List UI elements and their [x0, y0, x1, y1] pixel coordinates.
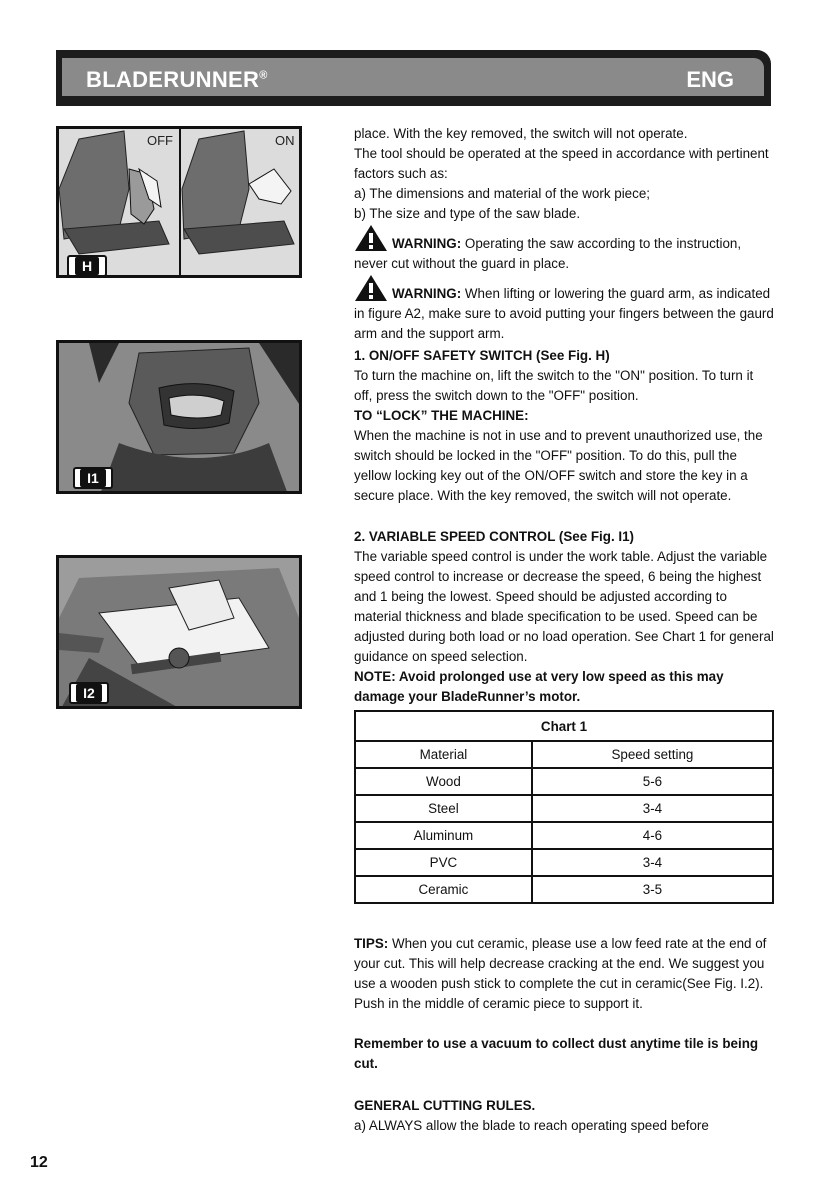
chart-title: Chart 1 [355, 711, 773, 741]
figure-i2-tag: I2 [69, 682, 109, 704]
speed-cell: 3-4 [532, 795, 773, 822]
material-cell: Aluminum [355, 822, 532, 849]
material-cell: Wood [355, 768, 532, 795]
figure-h [56, 126, 302, 278]
language-code: ENG [686, 67, 734, 92]
column-header-speed: Speed setting [532, 741, 773, 768]
factor-b: b) The size and type of the saw blade. [354, 206, 581, 221]
section-2 [354, 527, 774, 707]
intro-line-2: The tool should be operated at the speed in accordance with pertinent factors such as: [354, 146, 769, 181]
table-row [355, 795, 773, 822]
figure-i2 [56, 555, 302, 709]
figure-h-off-label: OFF [147, 133, 173, 148]
lock-heading: TO “LOCK” THE MACHINE: [354, 408, 529, 423]
page-number: 12 [30, 1154, 48, 1171]
section-1-heading: 1. ON/OFF SAFETY SWITCH (See Fig. H) [354, 348, 610, 363]
material-cell: PVC [355, 849, 532, 876]
tips: TIPS: When you cut ceramic, please use a low feed rate at the end of your cut. This will help decrease cracking at the end. We suggest you use a wooden push stick to complete the cut in ceramic(See Fig. I.2). Push in the middle of ceramic piece to support it. [354, 936, 767, 1011]
warning-triangle-icon [354, 274, 388, 302]
speed-cell: 5-6 [532, 768, 773, 795]
rules-block [354, 1096, 774, 1136]
column-header-material: Material [355, 741, 532, 768]
intro-line-1: place. With the key removed, the switch will not operate. [354, 126, 688, 141]
note: NOTE: Avoid prolonged use at very low speed as this may damage your BladeRunner’s motor. [354, 669, 724, 704]
table-row [355, 849, 773, 876]
lock-body: When the machine is not in use and to prevent unauthorized use, the switch should be locked in the "OFF" position. To do this, pull the yellow locking key out of the ON/OFF switch and store the key in a secure place. With the key removed, the switch will not operate. [354, 428, 763, 503]
header-banner [56, 50, 771, 106]
intro-block [354, 124, 774, 344]
tips-block [354, 934, 774, 1014]
speed-cell: 3-4 [532, 849, 773, 876]
section-2-body: The variable speed control is under the work table. Adjust the variable speed control to increase or decrease the speed, 6 being the highest and 1 being the lowest. Speed should be adjusted according to material thickness and blade specification to be used. Speed can be adjusted during both load or no load operation. See Chart 1 for general guidance on speed selection. [354, 549, 774, 664]
table-row [355, 822, 773, 849]
rules-heading: GENERAL CUTTING RULES. [354, 1098, 536, 1113]
figure-i1 [56, 340, 302, 494]
table-row [355, 768, 773, 795]
warning-2: WARNING: When lifting or lowering the guard arm, as indicated in figure A2, make sure to avoid putting your fingers between the gaurd arm and the support arm. [354, 274, 774, 344]
section-2-heading: 2. VARIABLE SPEED CONTROL (See Fig. I1) [354, 529, 635, 544]
section-1 [354, 346, 774, 506]
figure-i1-tag: I1 [73, 467, 113, 489]
rule-a: a) ALWAYS allow the blade to reach operating speed before [354, 1118, 709, 1133]
speed-cell: 4-6 [532, 822, 773, 849]
vacuum-reminder: Remember to use a vacuum to collect dust anytime tile is being cut. [354, 1036, 759, 1071]
factor-a: a) The dimensions and material of the work piece; [354, 186, 650, 201]
figure-h-tag: H [67, 255, 107, 277]
section-1-body: To turn the machine on, lift the switch to the "ON" position. To turn it off, press the switch down to the "OFF" position. [354, 368, 754, 403]
warning-1: WARNING: Operating the saw according to the instruction, never cut without the guard in place. [354, 224, 774, 274]
speed-chart [354, 710, 774, 904]
warning-triangle-icon [354, 224, 388, 252]
banner-fill [62, 58, 764, 96]
speed-cell: 3-5 [532, 876, 773, 903]
figure-h-on-label: ON [275, 133, 295, 148]
vacuum-block [354, 1034, 774, 1074]
brand-title: BLADERUNNER® [86, 67, 268, 92]
material-cell: Ceramic [355, 876, 532, 903]
material-cell: Steel [355, 795, 532, 822]
table-row [355, 876, 773, 903]
